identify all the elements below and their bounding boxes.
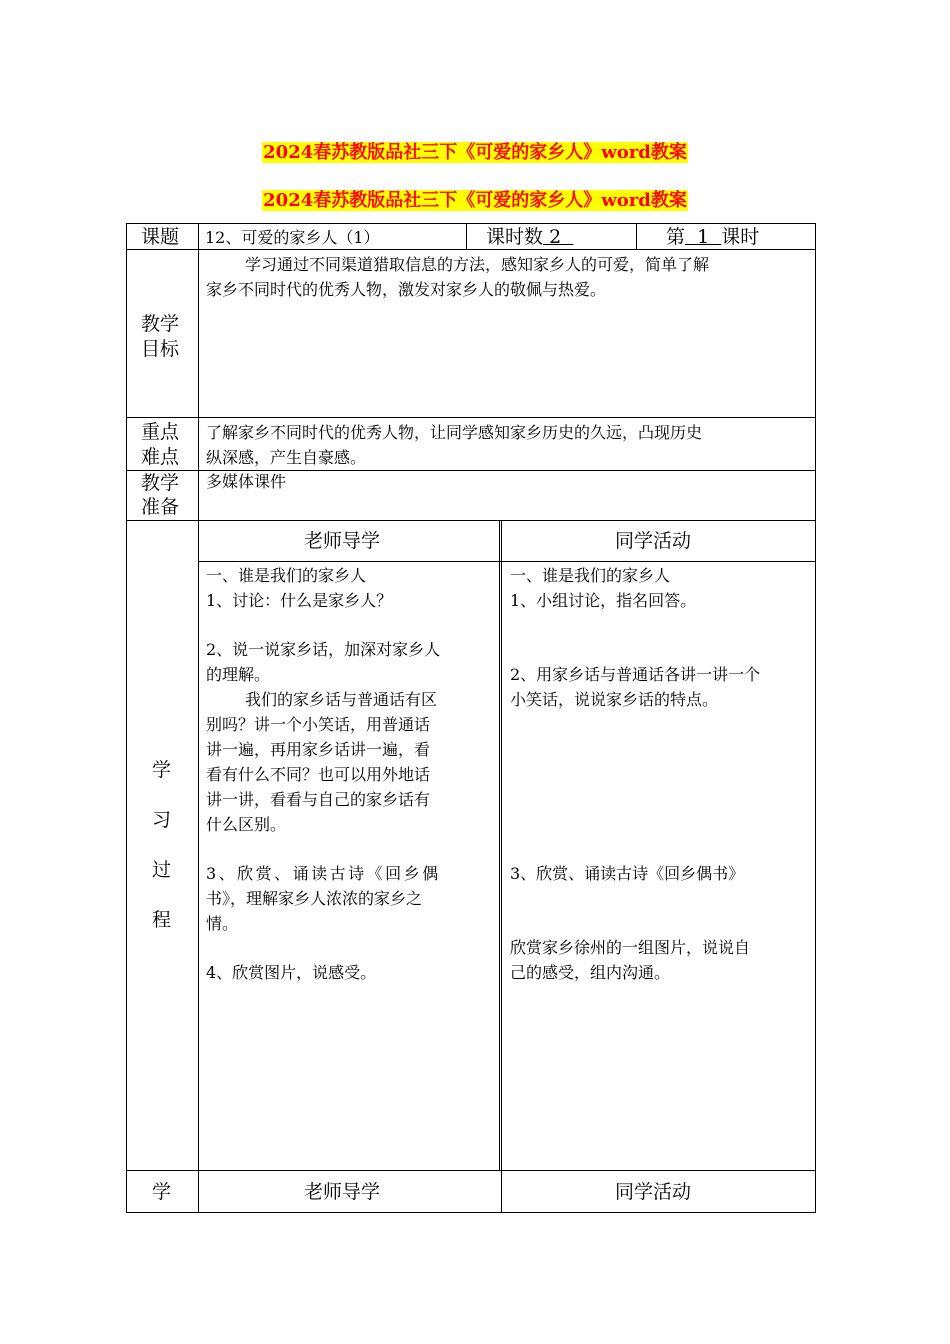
student-line: 2、用家乡话与普通话各讲一讲一个 [510,665,761,684]
process-label-char: 学 [152,759,172,781]
lesson-label: 课题 [141,226,180,248]
teacher-line: 2、说一说家乡话，加深对家乡人 [206,640,441,659]
row-divider [198,561,816,562]
teacher-line: 一、谁是我们的家乡人 [206,566,367,585]
keypoints-text-1: 了解家乡不同时代的优秀人物，让同学感知家乡历史的久远，凸现历史 [206,423,703,442]
process-label-char: 过 [152,859,172,881]
bottom-row-label: 学 [152,1181,172,1203]
document-title: 2024春苏教版品社三下《可爱的家乡人》word教案 [263,142,687,163]
teacher-line: 看有什么不同？也可以用外地话 [206,765,431,784]
col-divider [636,223,637,250]
teacher-line: 我们的家乡话与普通话有区 [245,690,438,709]
student-line: 欣赏家乡徐州的一组图片，说说自 [510,938,751,957]
teacher-guide-header: 老师导学 [304,530,381,552]
period-value: 1 [697,226,710,248]
preparation-text: 多媒体课件 [206,472,287,491]
table-border-right [815,223,816,1213]
student-line: 小笑话，说说家乡话的特点。 [510,690,719,709]
student-line: 3、欣赏、诵读古诗《回乡偶书》 [510,864,745,883]
teacher-line: 4、欣赏图片，说感受。 [206,963,377,982]
row-divider [126,520,816,521]
student-line: 己的感受，组内沟通。 [510,963,671,982]
preparation-label-1: 教学 [141,472,180,494]
bottom-teacher-header: 老师导学 [304,1181,381,1203]
preparation-label-2: 准备 [141,496,180,518]
col-divider [198,223,199,1213]
bottom-student-header: 同学活动 [615,1181,692,1203]
lesson-name: 12、可爱的家乡人（1） [205,228,380,247]
col-divider [499,520,500,1171]
teacher-line: 情。 [206,914,239,933]
row-divider [126,1170,816,1171]
table-border-top [126,223,816,224]
teacher-line: 什么区别。 [206,815,287,834]
teacher-line: 的理解。 [206,665,271,684]
keypoints-label-2: 难点 [141,446,180,468]
hours-label: 课时数 [486,226,544,248]
student-activity-header: 同学活动 [615,530,692,552]
objectives-label-1: 教学 [141,313,180,335]
process-label-char: 习 [152,809,172,831]
hours-field [486,225,573,250]
process-label-char: 程 [152,909,172,931]
row-divider [126,417,816,418]
student-line: 一、谁是我们的家乡人 [510,566,671,585]
teacher-line: 1、讨论：什么是家乡人？ [206,591,393,610]
teacher-line: 别吗？讲一个小笑话，用普通话 [206,715,431,734]
keypoints-label-1: 重点 [141,421,180,443]
objectives-text-2: 家乡不同时代的优秀人物，激发对家乡人的敬佩与热爱。 [206,280,607,299]
col-divider [466,223,467,250]
table-border-bottom [126,1212,816,1213]
student-line: 1、小组讨论，指名回答。 [510,591,697,610]
table-border-left [126,223,127,1213]
hours-value: 2 [549,226,562,248]
period-field: 第 1 课时 [666,226,760,248]
teacher-line: 书》，理解家乡人浓浓的家乡之 [206,889,423,908]
objectives-text-1: 学习通过不同渠道猎取信息的方法，感知家乡人的可爱，简单了解 [245,255,710,274]
keypoints-text-2: 纵深感，产生自豪感。 [206,448,367,467]
document-title-repeat: 2024春苏教版品社三下《可爱的家乡人》word教案 [263,190,687,211]
objectives-label-2: 目标 [141,338,180,360]
teacher-line: 讲一遍，再用家乡话讲一遍，看 [206,740,431,759]
teacher-line: 讲一讲，看看与自己的家乡话有 [206,790,431,809]
teacher-line: 3、欣赏、诵读古诗《回乡偶 [206,864,441,883]
col-divider [501,520,502,1213]
